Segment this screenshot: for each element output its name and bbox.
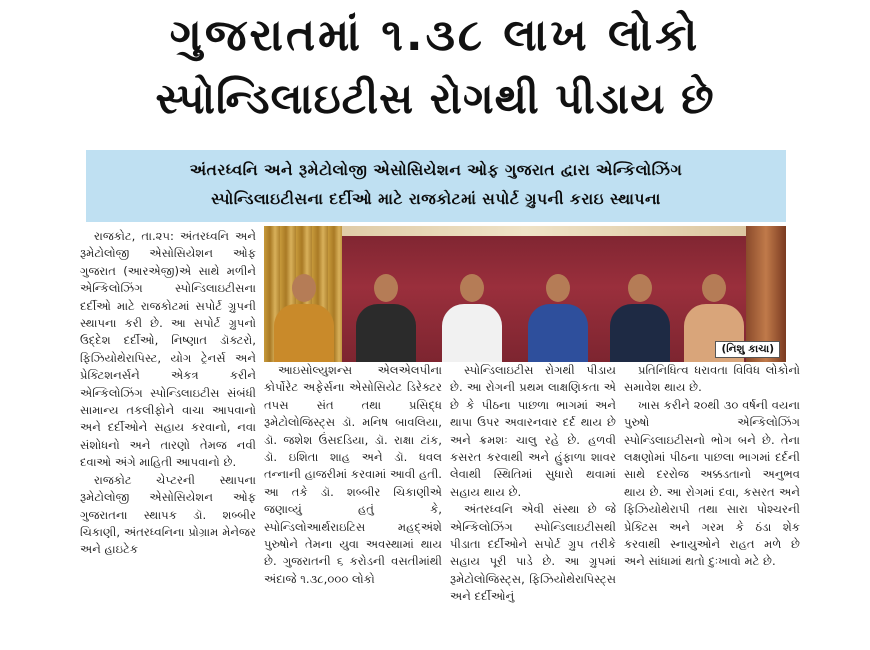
article-paragraph: ખાસ કરીને ૨૦થી ૩૦ વર્ષની વયના પુરુષો એન્કિલોઝિંગ સ્પોન્ડિલાઇટીસનો ભોગ બને છે. તેના લક્ષણોમાં પીઠના પાછલા ભાગમાં દર્દની સાથે દરરોજ અક્કડતાનો અનુભવ થાય છે. આ રોગમાં દવા, કસરત અને ફિઝિયોથેરાપી તથા સારા પોશ્ચરની પ્રેક્ટિસ અને ગરમ કે ઠંડા શેક કરવાથી સ્નાયુઓને રાહત મળે છે અને સાંધામાં થતો દુઃખાવો મટે છે. <box>624 397 800 569</box>
headline-line-1: ગુજરાતમાં ૧.૩૮ લાખ લોકો <box>169 10 701 61</box>
article-column-1 <box>80 228 256 648</box>
photo-person <box>356 274 416 362</box>
article-column-3 <box>450 362 616 648</box>
photo-frame-top <box>264 226 786 236</box>
article-paragraph: સ્પોન્ડિલાઇટીસ રોગથી પીડાય છે. આ રોગની પ્રથમ લાક્ષણિકતા એ છે કે પીઠના પાછળા ભાગમાં અને થાપા ઉપર અવારનવાર દર્દ થાય છે અને ક્રમશઃ ચાલુ રહે છે. હળવી કસરત કરવાથી અને હુંફાળા શાવર લેવાથી સ્થિતિમાં સુધારો થવામાં સહાય થાય છે. <box>450 363 616 499</box>
article-paragraph: આઇસોલ્યુશન્સ એલએલપીના કોર્પોરેટ અફેર્સના એસોસિયેટ ડિરેક્ટર તપસ સંત તથા પ્રસિદ્ધ રૂમેટોલોજિસ્ટ્સ ડૉ. મનિષ બાવલિયા, ડૉ. જશેશ ઉંસદડિયા, ડૉ. રાક્ષા ટાંક, ડૉ. ઇશિતા શાહ અને ડૉ. ધવલ તન્નાની હાજરીમાં કરવામાં આવી હતી. આ તકે ડૉ. શબ્બીર ચિકાણીએ જણાવ્યું હતું કે, સ્પોન્ડિલોઆર્થરાઇટિસ મહદ્અંશે પુરુષોને તેમના યુવા અવસ્થામાં થાય છે. ગુજરાતની ૬ કરોડની વસતીમાંથી અંદાજે ૧.૩૮,૦૦૦ લોકો <box>264 363 442 586</box>
article-paragraph: પ્રતિનિધિત્વ ધરાવતા વિવિધ લોકોનો સમાવેશ થાય છે. <box>624 363 800 395</box>
article-paragraph: અંતરધ્વનિ એવી સંસ્થા છે જે એન્કિલોઝિંગ સ્પોન્ડિલાઇટીસથી પીડાતા દર્દીઓને સપોર્ટ ગ્રુપ તરીકે સહાય પૂરી પાડે છે. આ ગ્રુપમાં રૂમેટોલોજિસ્ટ્સ, ફિઝિયોથેરાપિસ્ટ્સ અને દર્દીઓનું <box>450 502 616 604</box>
headline <box>0 4 870 130</box>
subheadline-box <box>86 150 786 222</box>
article-paragraph: રાજકોટ ચેપ્ટરની સ્થાપના રૂમેટોલોજી એસોસિયેશન ઓફ ગુજરાતના સ્થાપક ડૉ. શબ્બીર ચિકાણી, અંતરધ્વનિના પ્રોગ્રામ મેનેજર અને હાઇટેક <box>80 472 256 557</box>
photo-person <box>528 274 588 362</box>
article-column-4 <box>624 362 800 648</box>
subheadline-line-2: સ્પોન્ડિલાઇટીસના દર્દીઓ માટે રાજકોટમાં સપોર્ટ ગ્રુપની કરાઇ સ્થાપના <box>211 190 661 208</box>
headline-line-2: સ્પોન્ડિલાઇટીસ રોગથી પીડાય છે <box>155 74 715 123</box>
article-paragraph: રાજકોટ, તા.૨૫: અંતરધ્વનિ અને રૂમેટોલોજી એસોસિયેશન ઓફ ગુજરાત (આરએજી)એ સાથે મળીને એન્કિલોઝિંગ સ્પોન્ડિલાઇટીસના દર્દીઓ માટે રાજકોટમાં સપોર્ટ ગ્રુપની સ્થાપના કરી છે. આ સપોર્ટ ગ્રુપનો ઉદ્દેશ દર્દીઓ, નિષ્ણાત ડૉક્ટરો, ફિઝિયોથેરાપિસ્ટ, યોગ ટ્રેનર્સ અને પ્રેક્ટિશનર્સને એકત્ર કરીને એન્કિલોઝિંગ સ્પોન્ડિલાઇટીસ સંબંધી સામાન્ય તકલીફોને વાચા આપવાનો અને દર્દીઓને સહાય કરવાનો, નવા સંશોધનો અને તારણો તેમજ નવી દવાઓ અંગે માહિતી આપવાનો છે. <box>80 229 256 470</box>
photo-person <box>274 274 334 362</box>
group-photo <box>264 226 786 362</box>
photo-person <box>442 274 502 362</box>
photo-caption: (નિશુ કાચા) <box>715 341 780 358</box>
subheadline-line-1: અંતરધ્વનિ અને રૂમેટોલોજી એસોસિયેશન ઓફ ગુજરાત દ્વારા એન્કિલોઝિંગ <box>189 161 683 179</box>
photo-person <box>610 274 670 362</box>
article-column-2 <box>264 362 442 648</box>
